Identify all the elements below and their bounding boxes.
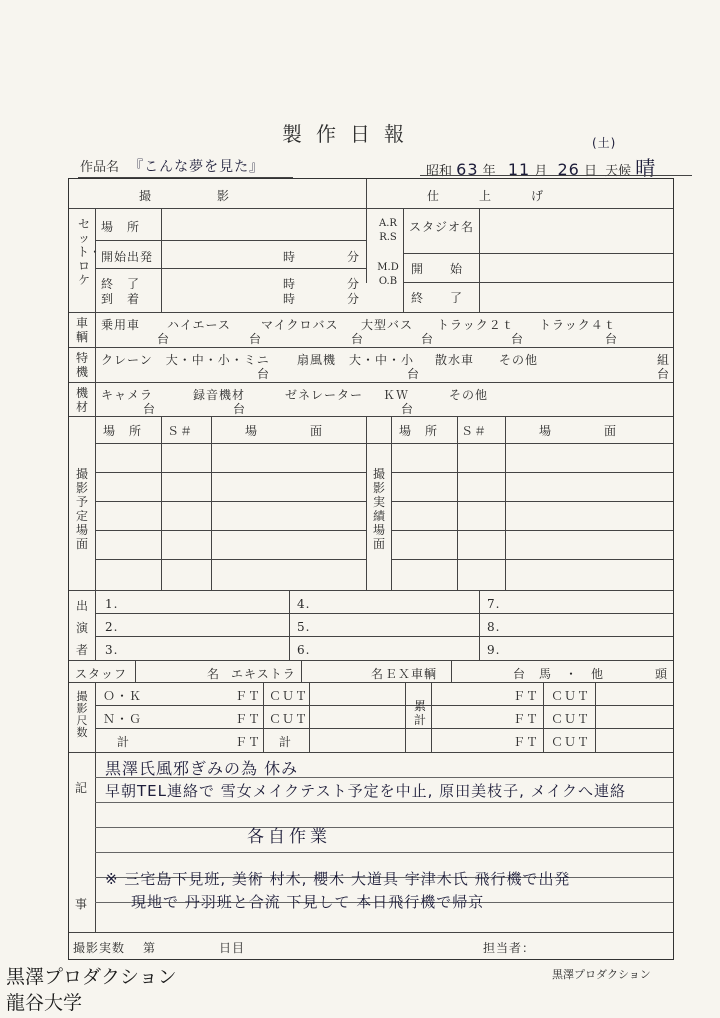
- arrival-label: 到 着: [101, 292, 141, 306]
- departure-label: 開始出発: [101, 250, 154, 264]
- cast-slot-4: 4.: [297, 597, 311, 611]
- cut-6: ＣＵＴ: [551, 735, 591, 749]
- scene-snum-2: Ｓ＃: [461, 424, 488, 438]
- notes-label-2: 事: [75, 897, 89, 911]
- equip-unit-1: 台: [143, 402, 157, 416]
- equip-gen: ゼネレーター: [285, 388, 364, 402]
- minute-label-1: 分: [347, 250, 361, 264]
- equipment-label: 機材: [75, 386, 88, 414]
- extras-persons: 名: [371, 667, 385, 681]
- scene-scene-1: 場 面: [245, 424, 324, 438]
- special-unit-1: 台: [257, 367, 271, 381]
- cut-5: ＣＵＴ: [551, 712, 591, 726]
- footage-ng: Ｎ・Ｇ: [103, 712, 143, 726]
- finishing-header: 仕 上 げ: [427, 189, 545, 203]
- special-set: 組: [657, 353, 671, 367]
- cut-1: ＣＵＴ: [269, 689, 309, 703]
- note-line-3: 各自作業: [247, 827, 331, 847]
- watermark-line-2: 龍谷大学: [6, 992, 83, 1014]
- ft-3: ＦＴ: [235, 735, 262, 749]
- scene-place-1: 場 所: [103, 424, 143, 438]
- equip-camera: キャメラ: [101, 388, 154, 402]
- start-label: 開 始: [411, 262, 464, 276]
- md-ob-label: M.D O.B: [377, 262, 399, 287]
- scene-snum-1: Ｓ＃: [167, 424, 194, 438]
- vehicle-truck2: トラック２ｔ: [437, 318, 515, 332]
- ar-rs-label: A.R R.S: [379, 218, 397, 243]
- cast-slot-8: 8.: [487, 620, 501, 634]
- daily-report-form: [68, 178, 674, 960]
- date-row: [426, 152, 656, 181]
- scene-place-2: 場 所: [399, 424, 439, 438]
- month-value: 11: [507, 160, 531, 179]
- note-line-2: 早朝TEL連絡で 雪女メイクテスト予定を中止, 原田美枝子, メイクへ連絡: [105, 782, 627, 800]
- hour-label-2: 時: [283, 277, 297, 291]
- ft-2: ＦＴ: [235, 712, 262, 726]
- work-title: 『こんな夢を見た』: [129, 159, 265, 175]
- special-unit-3: 台: [657, 367, 671, 381]
- work-title-row: [80, 156, 264, 176]
- shoot-days-ordinal: 第: [143, 941, 157, 955]
- ft-5: ＦＴ: [513, 712, 540, 726]
- heads-unit: 頭: [655, 667, 669, 681]
- cast-slot-2: 2.: [105, 620, 119, 634]
- month-unit: 月: [534, 164, 548, 179]
- finish-label: 終 了: [411, 291, 464, 305]
- minute-label-3: 分: [347, 292, 361, 306]
- special-label: 特機: [75, 351, 88, 379]
- studio-label: スタジオ名: [409, 220, 475, 234]
- equip-unit-2: 台: [233, 402, 247, 416]
- day-value: 26: [557, 160, 580, 179]
- place-label: 場 所: [101, 220, 141, 234]
- weather-label: 天候: [605, 164, 632, 179]
- footage-total-2: 計: [279, 735, 293, 749]
- vehicle-microbus: マイクロバス: [261, 318, 339, 332]
- notes-label-1: 記: [75, 781, 89, 795]
- equip-sound: 録音機材: [193, 388, 246, 402]
- cast-slot-9: 9.: [487, 643, 501, 657]
- ft-1: ＦＴ: [235, 689, 262, 703]
- shooting-header: 撮 影: [139, 189, 231, 203]
- special-crane: クレーン 大・中・小・ミニ: [101, 353, 270, 367]
- era-label: 昭和: [426, 164, 453, 179]
- unit-6: 台: [605, 332, 619, 346]
- weekday-note: (土): [592, 136, 617, 150]
- vehicle-sedan: 乗用車: [101, 318, 141, 332]
- end-label: 終 了: [101, 277, 141, 291]
- unit-2: 台: [249, 332, 263, 346]
- planned-scenes-label: 撮影予定場面: [75, 467, 88, 551]
- horses-label: 馬 ・ 他: [539, 667, 605, 681]
- set-loc-label: セット・ロケ: [77, 217, 102, 287]
- unit-3: 台: [351, 332, 365, 346]
- equip-other: その他: [449, 388, 489, 402]
- shoot-days-label: 撮影実数: [73, 941, 126, 955]
- vehicle-bus: 大型バス: [361, 318, 414, 332]
- special-other: その他: [499, 353, 539, 367]
- scene-scene-2: 場 面: [539, 424, 618, 438]
- footage-total: 計: [117, 735, 131, 749]
- special-water: 散水車: [435, 353, 475, 367]
- extras-label: エキストラ: [231, 667, 296, 681]
- hour-label-1: 時: [283, 250, 297, 264]
- unit-4: 台: [421, 332, 435, 346]
- note-line-1: 黒澤氏風邪ぎみの為 休み: [105, 759, 299, 778]
- weather-value: 晴: [635, 156, 657, 180]
- special-unit-2: 台: [407, 367, 421, 381]
- page-title: 製作日報: [282, 122, 418, 146]
- cast-slot-7: 7.: [487, 597, 501, 611]
- year-value: 63: [456, 160, 479, 179]
- unit-1: 台: [157, 332, 171, 346]
- ex-cars-label: ＥＸ車輌: [385, 667, 438, 681]
- staff-persons: 名: [207, 667, 221, 681]
- cast-slot-3: 3.: [105, 643, 119, 657]
- year-unit: 年: [482, 164, 496, 179]
- cast-slot-5: 5.: [297, 620, 311, 634]
- cumulative-label: 累計: [413, 699, 426, 727]
- special-fan: 扇風機 大・中・小: [297, 353, 415, 367]
- cast-label: 出演者: [75, 599, 88, 657]
- ft-6: ＦＴ: [513, 735, 540, 749]
- cars-unit: 台: [513, 667, 527, 681]
- day-unit: 日: [583, 164, 597, 179]
- ft-4: ＦＴ: [513, 689, 540, 703]
- cast-slot-6: 6.: [297, 643, 311, 657]
- footage-ok: Ｏ・Ｋ: [103, 689, 143, 703]
- vehicle-hiace: ハイエース: [167, 318, 231, 332]
- note-line-5: 現地で 丹羽班と合流 下見して 本日飛行機で帰京: [131, 893, 485, 911]
- footage-label: 撮影尺数: [76, 690, 88, 739]
- cut-4: ＣＵＴ: [551, 689, 591, 703]
- cast-slot-1: 1.: [105, 597, 119, 611]
- note-line-4: ※ 三宅島下見班, 美術 村木, 櫻木 大道具 宇津木氏 飛行機で出発: [105, 870, 571, 888]
- vehicle-truck4: トラック４ｔ: [539, 318, 617, 332]
- unit-5: 台: [511, 332, 525, 346]
- watermark-line-1: 黒澤プロダクション: [6, 966, 177, 988]
- vehicles-label: 車輌: [75, 316, 88, 344]
- actual-scenes-label: 撮影実績場面: [372, 467, 385, 551]
- equip-unit-3: 台: [401, 402, 415, 416]
- equip-kw: ＫＷ: [383, 388, 410, 402]
- manager-label: 担当者：: [483, 941, 536, 955]
- cut-2: ＣＵＴ: [269, 712, 309, 726]
- staff-label: スタッフ: [75, 667, 128, 681]
- minute-label-2: 分: [347, 277, 361, 291]
- work-label: 作品名: [80, 160, 120, 175]
- company-name: 黒澤プロダクション: [552, 968, 651, 981]
- hour-label-3: 時: [283, 292, 297, 306]
- shoot-days-unit: 日目: [219, 941, 246, 955]
